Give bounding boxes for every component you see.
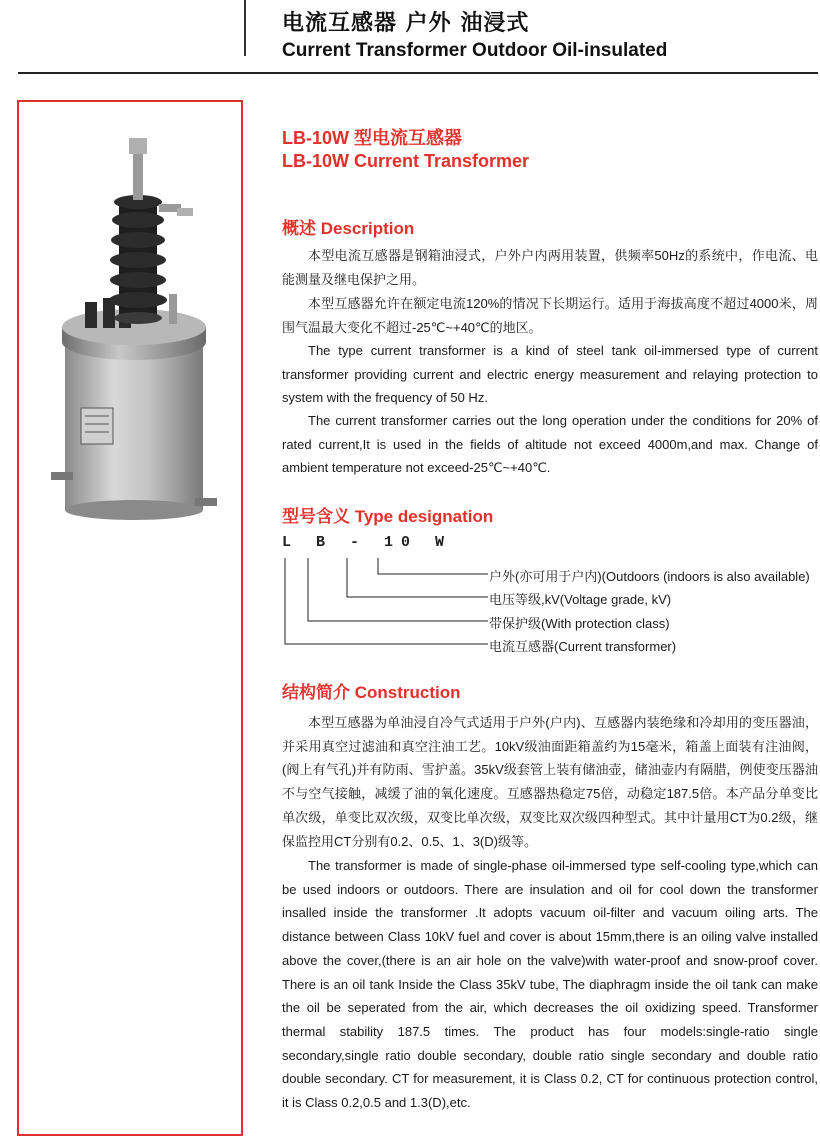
transformer-photo: [19, 102, 241, 542]
description-paragraph: The type current transformer is a kind of steel tank oil-immersed type of current transformer providing current and electric energy measurement and relaying protection to system with the frequency of 50 Hz.: [282, 343, 818, 406]
designation-code: L B - 10 W: [282, 534, 453, 551]
construction-paragraph: 本型互感器为单油浸自冷气式适用于户外(户内)、互感器内装绝缘和冷却用的变压器油，并采用真空过滤油和真空注油工艺。10kV级油面距箱盖约为15毫米，箱盖上面装有注油阀，(阀上有气孔)并有防雨、雪护盖。35kV级套管上装有储油壶，储油壶内有隔腊，例使变压器油不与空气接触，减缓了油的氧化速度。互感器热稳定75倍，动稳定187.5倍。本产品分单变比单次级，单变比双次级，双变比单次级，双变比双次级四种型式。其中计量用CT为0.2级，继保监控用CT分别有0.2、0.5、1、3(D)级等。: [282, 715, 818, 849]
header-divider: [244, 0, 246, 56]
construction-paragraph: The transformer is made of single-phase oil-immersed type self-cooling type,which can be used indoors or outdoors. There are insulation and oil for cool down the transformer insalled inside the transformer .It adopts vacuum oil-filter and vacuum oiling arts. The distance between Class 10kV fuel and cover is about 15mm,there is an oiling valve installed above the cover,(there is an air hole on the valve)with water-proof and snow-proof cover. There is an oil tank Inside the Class 35kV tube, The diaphragm inside the oil tank can make the oil be seperated from the air, which decreases the oil oxidizing speed. Transformer thermal stability 187.5 times. The product has four models:single-ratio single secondary,single ratio double secondary, double ratio single secondary and double ratio double secondary. CT for measurement, it is Class 0.2, CT for continuous protection control, it is Class 0.2,0.5 and 1.3(D),etc.: [282, 858, 818, 1111]
description-paragraph: The current transformer carries out the long operation under the conditions for 20% of rated current,It is used in the fields of altitude not exceed 4000m,and max. Change of ambient temperature not exceed-25℃~+40℃.: [282, 413, 818, 476]
product-title-cn: LB-10W 型电流互感器: [282, 128, 462, 148]
designation-leader-lines: [280, 556, 490, 656]
header-rule: [18, 72, 818, 74]
description-paragraph: 本型电流互感器是钢箱油浸式，户外户内两用装置，供频率50Hz的系统中，作电流、电能测量及继电保护之用。: [282, 248, 818, 287]
designation-label: 电压等级,kV(Voltage grade, kV): [489, 592, 672, 607]
description-paragraph: 本型互感器允许在额定电流120%的情况下长期运行。适用于海拔高度不超过4000米，周围气温最大变化不超过-25℃~+40℃的地区。: [282, 296, 818, 335]
designation-label: 电流互感器(Current transformer): [489, 639, 677, 654]
page-title-en: Current Transformer Outdoor Oil-insulated: [282, 40, 668, 61]
construction-heading: 结构简介 Construction: [282, 683, 461, 702]
description-heading: 概述 Description: [282, 219, 415, 238]
page-title-cn: 电流互感器 户外 油浸式: [282, 11, 530, 36]
product-image-frame: [17, 100, 243, 1136]
product-title-en: LB-10W Current Transformer: [282, 151, 530, 171]
designation-heading: 型号含义 Type designation: [282, 507, 494, 526]
designation-label: 带保护级(With protection class): [489, 616, 670, 631]
designation-label: 户外(亦可用于户内)(Outdoors (indoors is also available): [489, 569, 810, 584]
